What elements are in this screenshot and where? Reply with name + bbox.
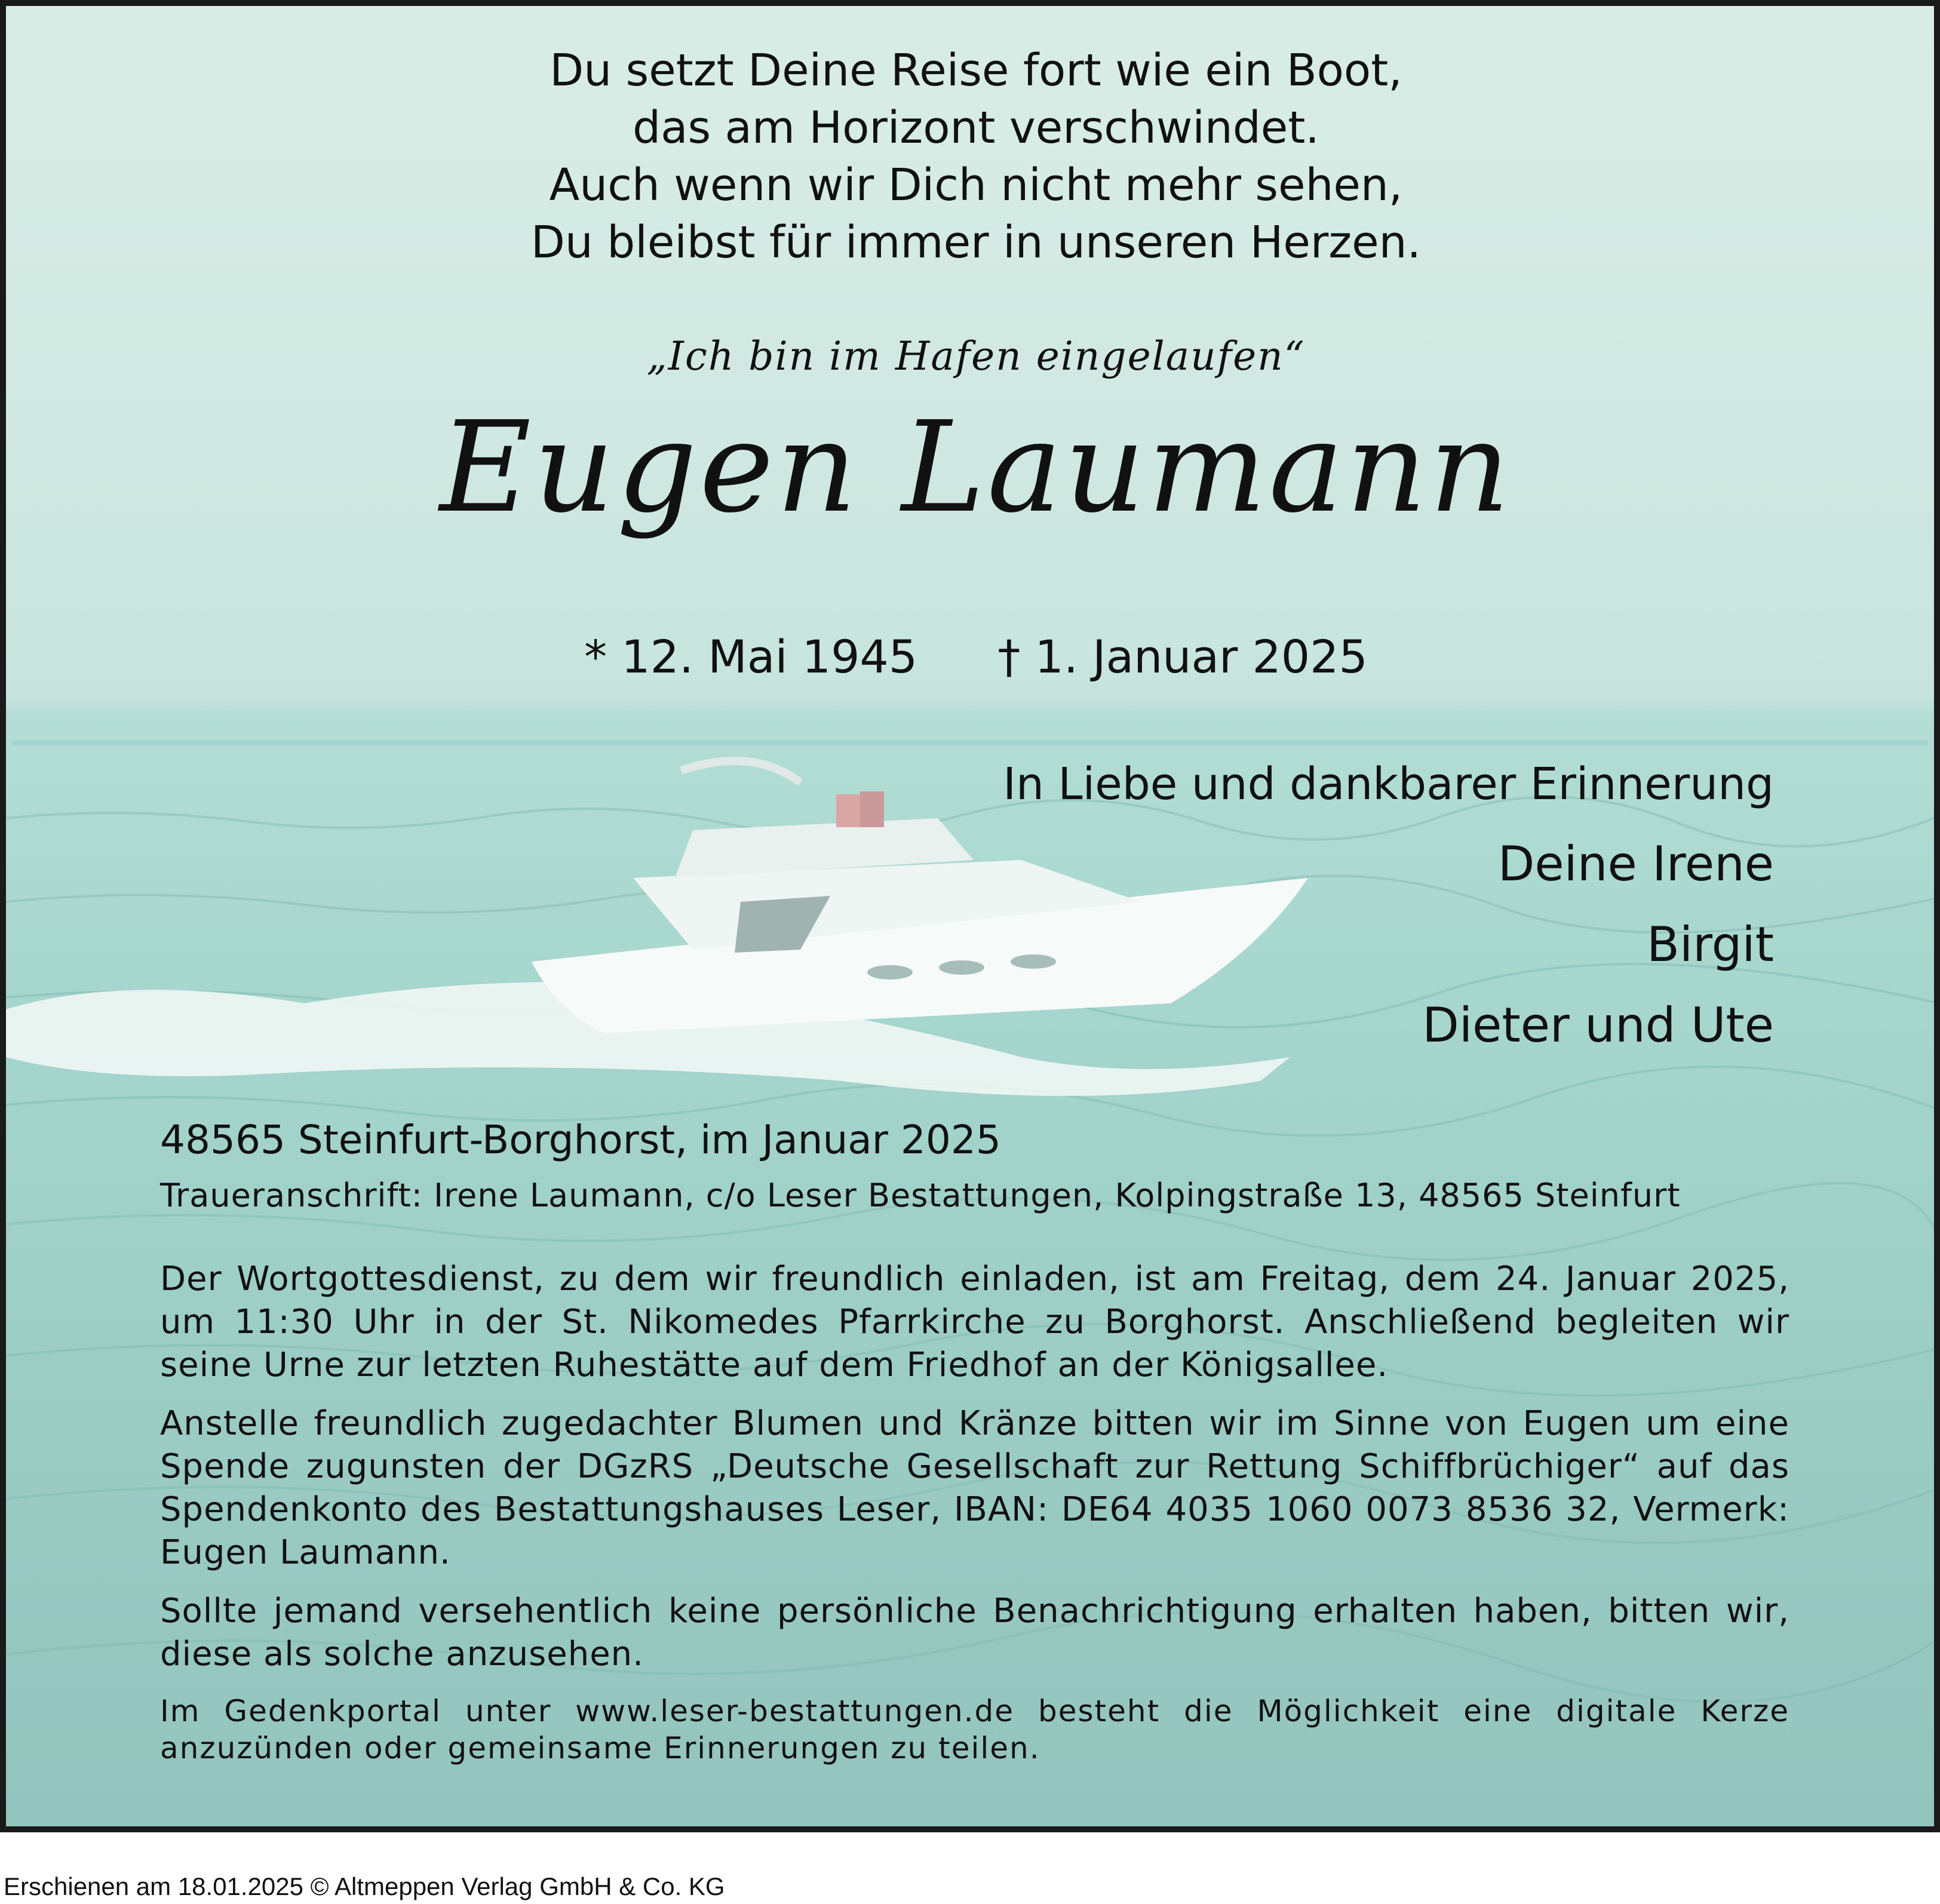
poem-line: Du bleibst für immer in unseren Herzen. xyxy=(530,217,1422,268)
publication-footer: Erschienen am 18.01.2025 © Altmeppen Verlag GmbH & Co. KG xyxy=(4,1872,725,1900)
poem-line: das am Horizont verschwindet. xyxy=(633,102,1319,153)
life-dates xyxy=(6,630,1940,683)
mourners-intro: In Liebe und dankbarer Erinnerung xyxy=(1003,758,1774,810)
poem-line: Auch wenn wir Dich nicht mehr sehen, xyxy=(549,159,1403,211)
mourner-name: Deine Irene xyxy=(1497,836,1774,892)
deceased-name: Eugen Laumann xyxy=(440,394,1512,541)
poem xyxy=(6,42,1940,271)
quote: „Ich bin im Hafen eingelaufen“ xyxy=(646,333,1306,379)
poem-line: Du setzt Deine Reise fort wie ein Boot, xyxy=(550,45,1402,96)
death-date: † 1. Januar 2025 xyxy=(997,630,1368,683)
mourner-name: Dieter und Ute xyxy=(1422,997,1774,1053)
place-date: 48565 Steinfurt-Borghorst, im Januar 2025 xyxy=(160,1117,1001,1163)
mourner-name: Birgit xyxy=(1647,917,1774,972)
mourning-address: Traueranschrift: Irene Laumann, c/o Leser Bestattungen, Kolpingstraße 13, 48565 Steinfurt xyxy=(160,1177,1681,1214)
donation-info: Anstelle freundlich zugedachter Blumen und Kränze bitten wir im Sinne von Eugen um eine Spende zugunsten der DGzRS „Deutsche Gesellschaft zur Rettung Schiffbrüchiger“ auf das Spendenkonto des Bestattungshauses Leser, IBAN: DE64 4035 1060 0073 8536 32, Vermerk: Eugen Laumann. xyxy=(160,1404,1789,1572)
portal-info: Im Gedenkportal unter www.leser-bestattungen.de besteht die Möglichkeit eine digitale Kerze anzuzünden oder gemeinsame Erinnerungen zu teilen. xyxy=(160,1694,1789,1765)
birth-date: * 12. Mai 1945 xyxy=(584,630,918,683)
notice-info: Sollte jemand versehentlich keine persönliche Benachrichtigung erhalten haben, bitten wir, diese als solche anzusehen. xyxy=(160,1592,1789,1673)
service-info: Der Wortgottesdienst, zu dem wir freundlich einladen, ist am Freitag, dem 24. Januar 2025, um 11:30 Uhr in der St. Nikomedes Pfarrkirche zu Borghorst. Anschließend begleiten wir seine Urne zur letzten Ruhestätte auf dem Friedhof an der Königsallee. xyxy=(160,1260,1789,1384)
